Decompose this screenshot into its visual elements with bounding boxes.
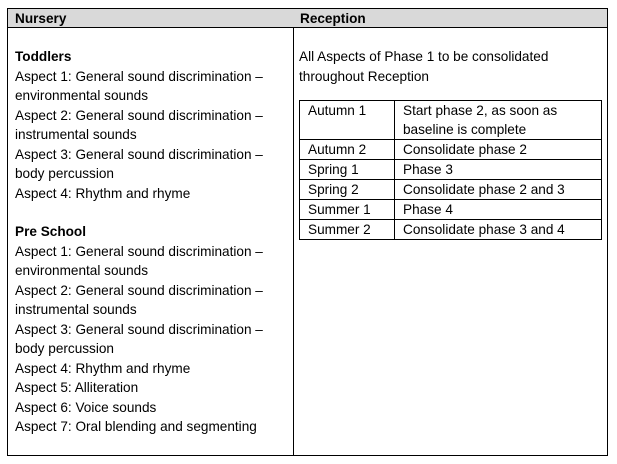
plan-cell: Phase 4 <box>395 200 602 220</box>
table-row <box>300 140 602 160</box>
table-row <box>300 160 602 180</box>
preschool-line: Aspect 6: Voice sounds <box>15 399 157 415</box>
preschool-line: Aspect 1: General sound discrimination – <box>15 243 263 259</box>
plan-cell: Consolidate phase 2 <box>395 140 602 160</box>
reception-column <box>293 9 607 455</box>
nursery-content <box>8 28 293 437</box>
preschool-line: Aspect 4: Rhythm and rhyme <box>15 360 191 376</box>
table-row <box>300 220 602 240</box>
toddlers-title: Toddlers <box>15 49 72 64</box>
plan-cell: Phase 3 <box>395 160 602 180</box>
toddlers-line: body percussion <box>15 166 114 181</box>
section-gap <box>15 203 293 222</box>
plan-cell: Consolidate phase 3 and 4 <box>395 220 602 240</box>
toddlers-line: environmental sounds <box>15 88 148 103</box>
term-plan-table <box>299 100 602 240</box>
toddlers-line: Aspect 3: General sound discrimination – <box>15 146 263 162</box>
term-cell: Summer 1 <box>300 200 395 220</box>
toddlers-line: Aspect 4: Rhythm and rhyme <box>15 185 191 201</box>
reception-content <box>293 28 607 240</box>
preschool-line: body percussion <box>15 341 114 356</box>
preschool-title: Pre School <box>15 224 87 239</box>
term-cell: Spring 2 <box>300 180 395 200</box>
plan-line: Start phase 2, as soon as <box>403 103 558 118</box>
term-cell: Autumn 1 <box>300 101 395 140</box>
table-row <box>300 180 602 200</box>
table-row <box>300 200 602 220</box>
table-row <box>300 101 602 140</box>
phonics-plan-table <box>7 8 608 456</box>
reception-intro-line: throughout Reception <box>299 68 429 84</box>
reception-intro-line: All Aspects of Phase 1 to be consolidated <box>299 49 549 64</box>
reception-header: Reception <box>293 9 607 28</box>
term-cell: Autumn 2 <box>300 140 395 160</box>
preschool-line: environmental sounds <box>15 263 148 278</box>
toddlers-line: Aspect 2: General sound discrimination – <box>15 107 263 123</box>
toddlers-line: instrumental sounds <box>15 127 137 142</box>
nursery-column <box>8 9 294 455</box>
preschool-line: Aspect 3: General sound discrimination – <box>15 321 263 337</box>
plan-cell <box>395 101 602 140</box>
plan-line: baseline is complete <box>403 122 527 137</box>
term-cell: Summer 2 <box>300 220 395 240</box>
plan-cell: Consolidate phase 2 and 3 <box>395 180 602 200</box>
preschool-line: Aspect 7: Oral blending and segmenting <box>15 419 257 434</box>
nursery-header: Nursery <box>8 9 293 28</box>
preschool-line: Aspect 5: Alliteration <box>15 380 139 395</box>
toddlers-line: Aspect 1: General sound discrimination – <box>15 68 263 84</box>
term-cell: Spring 1 <box>300 160 395 180</box>
preschool-line: instrumental sounds <box>15 302 137 317</box>
preschool-line: Aspect 2: General sound discrimination – <box>15 282 263 298</box>
